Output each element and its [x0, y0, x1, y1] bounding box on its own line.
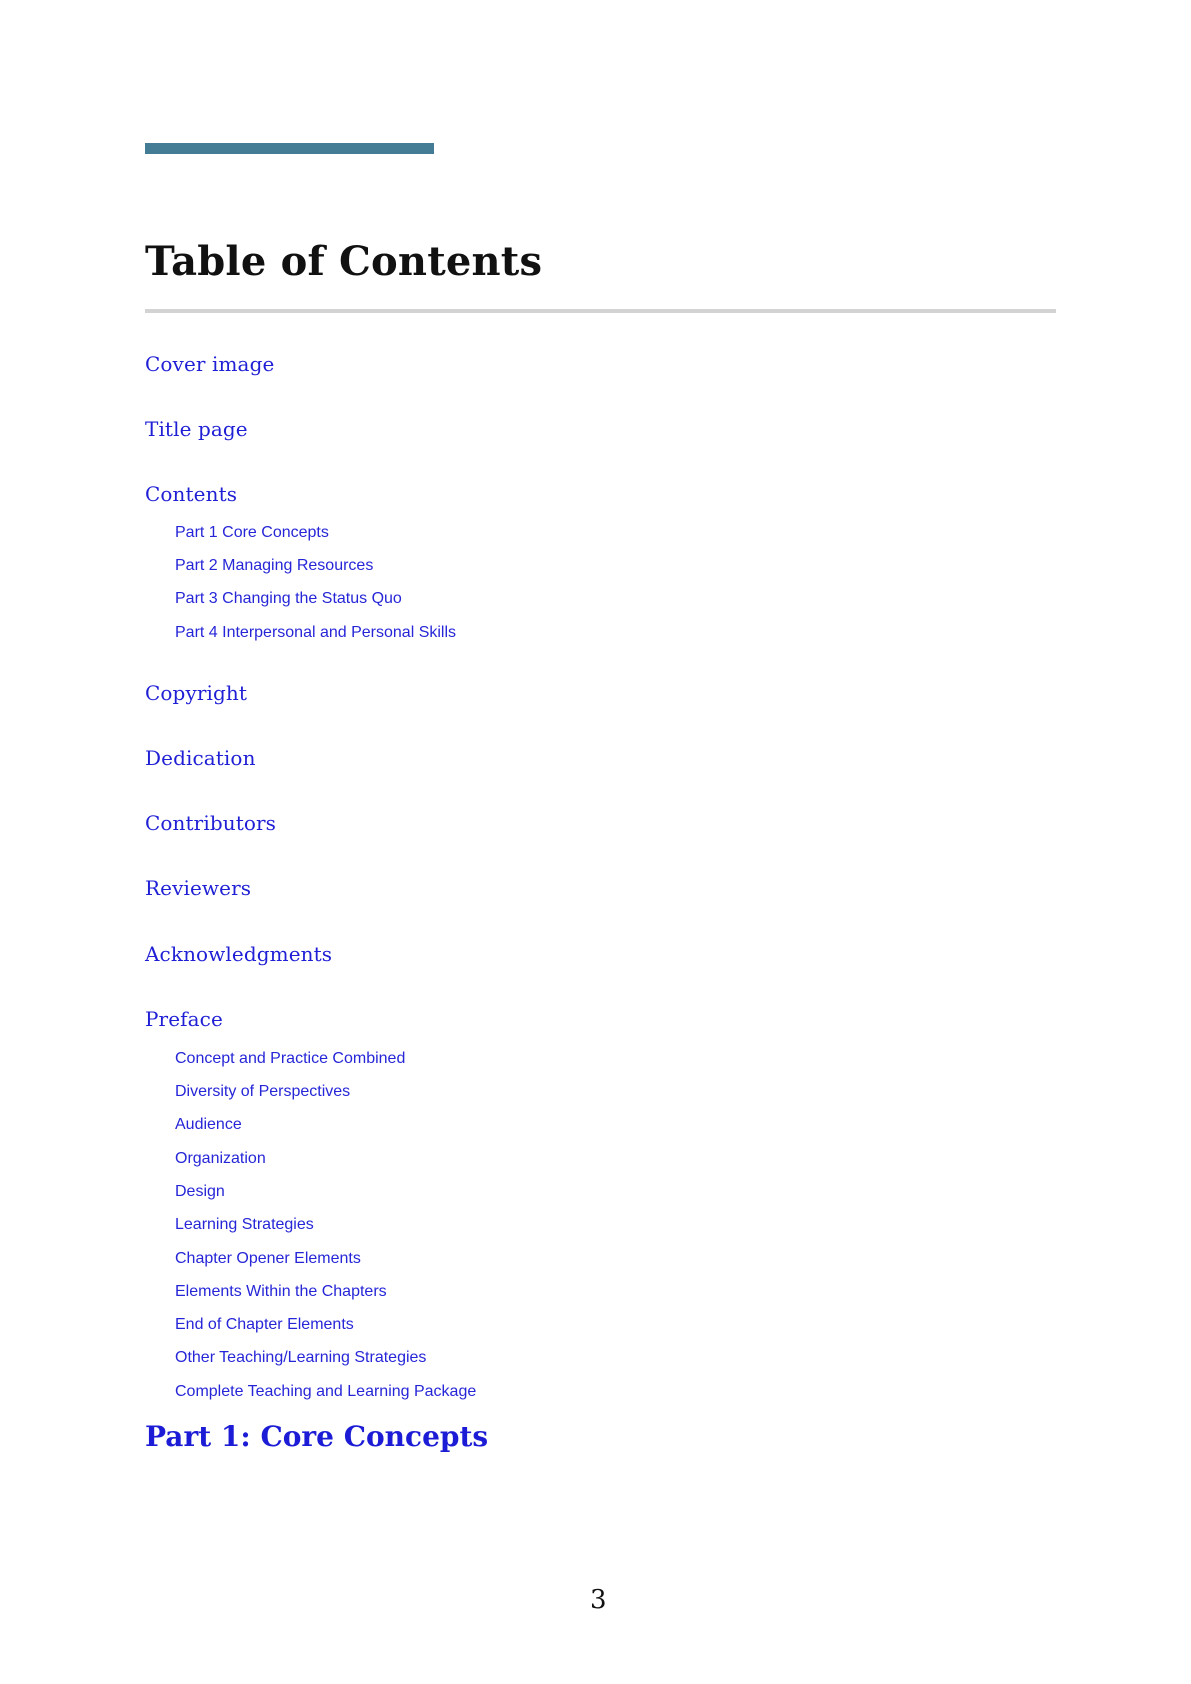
- toc-sublink-contents-part-3[interactable]: Part 3 Changing the Status Quo: [175, 590, 402, 607]
- toc-sublink-contents-part-2[interactable]: Part 2 Managing Resources: [175, 557, 374, 574]
- toc-sublink-preface-audience[interactable]: Audience: [175, 1116, 242, 1133]
- toc-sublink-preface-elements-within[interactable]: Elements Within the Chapters: [175, 1283, 387, 1300]
- toc-link-cover-image[interactable]: Cover image: [145, 352, 275, 376]
- header-accent-bar: [145, 143, 434, 154]
- toc-link-contributors[interactable]: Contributors: [145, 811, 277, 835]
- page-title: Table of Contents: [145, 238, 543, 285]
- toc-link-contents[interactable]: Contents: [145, 482, 238, 506]
- toc-sublink-preface-concept-practice[interactable]: Concept and Practice Combined: [175, 1050, 406, 1067]
- toc-link-acknowledgments[interactable]: Acknowledgments: [145, 942, 333, 966]
- toc-sublink-preface-diversity[interactable]: Diversity of Perspectives: [175, 1083, 351, 1100]
- page-number: 3: [590, 1585, 607, 1615]
- toc-sublink-preface-chapter-opener[interactable]: Chapter Opener Elements: [175, 1250, 361, 1267]
- toc-sublink-preface-learning-strategies[interactable]: Learning Strategies: [175, 1216, 314, 1233]
- toc-sublink-preface-design[interactable]: Design: [175, 1183, 225, 1200]
- toc-link-title-page[interactable]: Title page: [145, 417, 248, 441]
- toc-link-copyright[interactable]: Copyright: [145, 681, 248, 705]
- toc-link-preface[interactable]: Preface: [145, 1007, 223, 1031]
- toc-sublink-preface-teaching-package[interactable]: Complete Teaching and Learning Package: [175, 1383, 477, 1400]
- toc-sublink-contents-part-4[interactable]: Part 4 Interpersonal and Personal Skills: [175, 624, 457, 641]
- toc-link-reviewers[interactable]: Reviewers: [145, 876, 252, 900]
- toc-sublink-preface-organization[interactable]: Organization: [175, 1150, 266, 1167]
- toc-link-part-1-core-concepts[interactable]: Part 1: Core Concepts: [145, 1420, 489, 1453]
- toc-sublink-preface-other-strategies[interactable]: Other Teaching/Learning Strategies: [175, 1349, 427, 1366]
- toc-sublink-preface-end-of-chapter[interactable]: End of Chapter Elements: [175, 1316, 354, 1333]
- toc-link-dedication[interactable]: Dedication: [145, 746, 256, 770]
- title-divider: [145, 309, 1056, 313]
- toc-sublink-contents-part-1[interactable]: Part 1 Core Concepts: [175, 524, 329, 541]
